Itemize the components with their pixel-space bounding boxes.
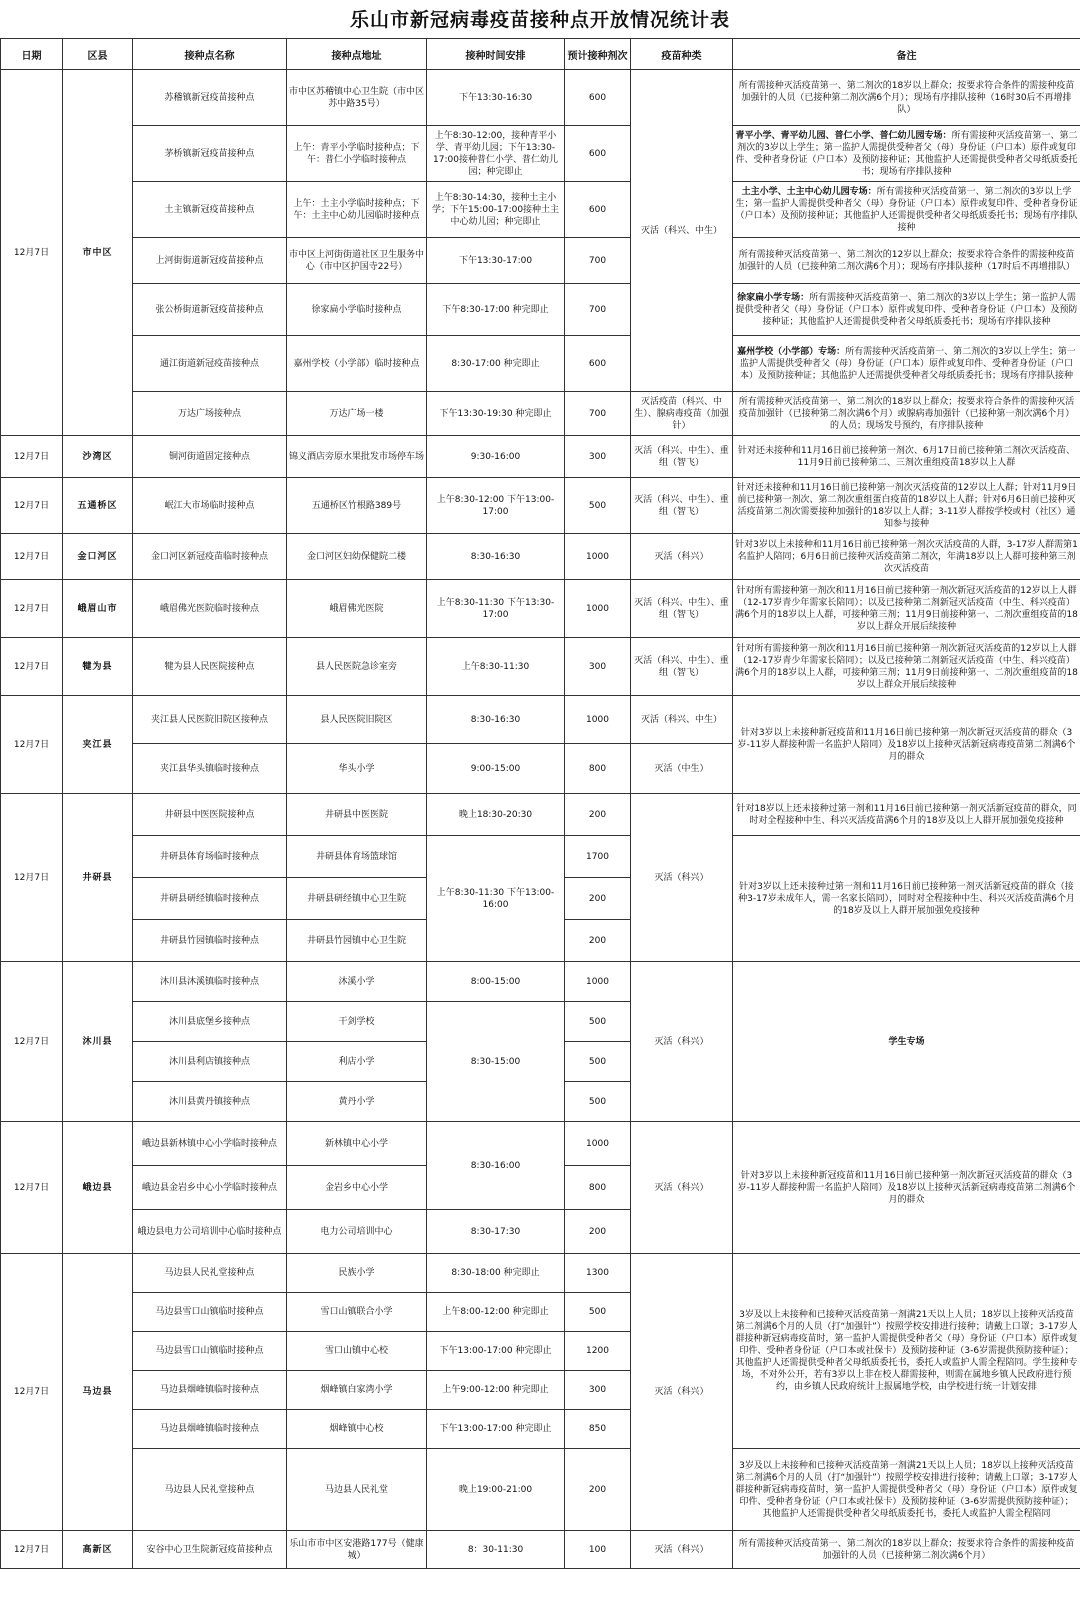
schedule-cell: 上午8:30-11:30 下午13:00-16:00 <box>427 836 565 962</box>
vaccine-type-cell: 灭活（科兴） <box>631 1254 733 1531</box>
site-name-cell: 金口河区新冠疫苗临时接种点 <box>133 534 287 580</box>
table-row <box>1 1254 1080 1293</box>
doses-cell: 600 <box>565 70 631 126</box>
site-name-cell: 马边县雪口山镇临时接种点 <box>133 1293 287 1332</box>
site-address-cell: 华头小学 <box>287 744 427 794</box>
site-address-cell: 烟峰镇白家湾小学 <box>287 1371 427 1410</box>
note-cell: 针对还未接种和11月16日前已接种第一剂次灭活疫苗的12岁以上人群；针对11月9日前已接种第一剂次、第二剂次重组蛋白疫苗的18岁以上人群；针对6月6日前已接种灭活疫苗第二剂次需要接种加强针的18岁以上人群；3-11岁人群按学校或村（社区）通知参与接种 <box>733 478 1080 534</box>
site-address-cell: 烟峰镇中心校 <box>287 1410 427 1449</box>
note-cell: 3岁及以上未接种和已接种灭活疫苗第一剂满21天以上人员；18岁以上接种灭活疫苗第二剂满6个月的人员（打“加强针”）按照学校安排进行接种；请戴上口罩；3-17岁人群接种新冠病毒疫苗时，第一监护人需提供受种者父（母）身份证（户口本）原件或复印件、受种者身份证（户口本或社保卡）及预防接种证（3-6岁需提供预防接种证）；其他监护人还需提供受种者父母纸质委托书，委托人或监护人需全程陪同 <box>733 1449 1080 1531</box>
header-vaccine-type: 疫苗种类 <box>631 39 733 70</box>
site-address-cell: 乐山市市中区安港路177号（健康城） <box>287 1531 427 1569</box>
site-name-cell: 岷江大市场临时接种点 <box>133 478 287 534</box>
vaccination-sites-table <box>0 38 1080 1569</box>
schedule-cell: 8:00-15:00 <box>427 962 565 1002</box>
site-address-cell: 沐溪小学 <box>287 962 427 1002</box>
site-address-cell: 县人民医院旧院区 <box>287 696 427 744</box>
vaccine-type-cell: 灭活（科兴） <box>631 1531 733 1569</box>
site-name-cell: 峨边县新林镇中心小学临时接种点 <box>133 1122 287 1166</box>
schedule-cell: 下午13:30-16:30 <box>427 70 565 126</box>
site-address-cell: 金口河区妇幼保健院二楼 <box>287 534 427 580</box>
site-name-cell: 张公桥街道新冠疫苗接种点 <box>133 284 287 336</box>
header-date: 日期 <box>1 39 63 70</box>
doses-cell: 1200 <box>565 1332 631 1371</box>
doses-cell: 800 <box>565 744 631 794</box>
table-row <box>1 126 1080 182</box>
schedule-cell: 8:30-16:00 <box>427 1122 565 1210</box>
doses-cell: 600 <box>565 126 631 182</box>
date-cell: 12月7日 <box>1 534 63 580</box>
doses-cell: 1000 <box>565 962 631 1002</box>
schedule-cell: 8：30-11:30 <box>427 1531 565 1569</box>
site-name-cell: 安谷中心卫生院新冠疫苗接种点 <box>133 1531 287 1569</box>
doses-cell: 700 <box>565 392 631 436</box>
site-name-cell: 土主镇新冠疫苗接种点 <box>133 182 287 238</box>
site-name-cell: 夹江县华头镇临时接种点 <box>133 744 287 794</box>
note-cell: 所有需接种灭活疫苗第一、第二剂次的18岁以上群众；按要求符合条件的需接种疫苗加强针的人员（已接种第二剂次满6个月） <box>733 1531 1080 1569</box>
note-cell: 针对3岁以上还未接种过第一剂和11月16日前已接种第一剂灭活新冠疫苗的群众（接种3-17岁未成年人，需一名家长陪同），同时对全程接种中生、科兴灭活疫苗满6个月的18岁及以上人群开展加强免疫接种 <box>733 836 1080 962</box>
table-row <box>1 1449 1080 1531</box>
schedule-cell: 9:30-16:00 <box>427 436 565 478</box>
district-cell: 马边县 <box>63 1254 133 1531</box>
site-address-cell: 锦义酒店旁原水果批发市场停车场 <box>287 436 427 478</box>
doses-cell: 200 <box>565 1210 631 1254</box>
site-name-cell: 茅桥镇新冠疫苗接种点 <box>133 126 287 182</box>
schedule-cell: 上午8:30-12:00，接种青平小学、青平幼儿园；下午13:30-17:00接种普仁小学、普仁幼儿园；种完即止 <box>427 126 565 182</box>
site-name-cell: 马边县人民礼堂接种点 <box>133 1254 287 1293</box>
note-cell: 针对还未接种和11月16日前已接种第一剂次、6月17日前已接种第二剂次灭活疫苗、11月9日前已接种第二、三剂次重组疫苗18岁以上人群 <box>733 436 1080 478</box>
site-address-cell: 干剑学校 <box>287 1002 427 1042</box>
vaccine-type-cell: 灭活（科兴、中生） <box>631 696 733 744</box>
district-cell: 峨眉山市 <box>63 580 133 638</box>
doses-cell: 300 <box>565 436 631 478</box>
note-text: 所有需接种灭活疫苗第一、第二剂次的3岁以上学生；第一监护人需提供受种者父（母）身份证（户口本）原件或复印件、受种者身份证（户口本）及预防接种证；其他监护人还需提供受种者父母纸质委托书；现场有序排队接种 <box>735 130 1078 177</box>
note-highlight: 青平小学、青平幼儿园、普仁小学、普仁幼儿园专场： <box>735 130 952 141</box>
schedule-cell: 9:00-15:00 <box>427 744 565 794</box>
table-row <box>1 638 1080 696</box>
schedule-cell: 晚上19:00-21:00 <box>427 1449 565 1531</box>
site-address-cell: 嘉州学校（小学部）临时接种点 <box>287 336 427 392</box>
site-address-cell: 上午：土主小学临时接种点；下午：土主中心幼儿园临时接种点 <box>287 182 427 238</box>
table-row <box>1 794 1080 836</box>
site-address-cell: 县人民医院急诊室旁 <box>287 638 427 696</box>
site-address-cell: 马边县人民礼堂 <box>287 1449 427 1531</box>
site-name-cell: 铜河街道固定接种点 <box>133 436 287 478</box>
doses-cell: 200 <box>565 794 631 836</box>
site-address-cell: 上午：青平小学临时接种点；下午：普仁小学临时接种点 <box>287 126 427 182</box>
vaccine-type-cell: 灭活（科兴） <box>631 794 733 962</box>
site-address-cell: 新林镇中心小学 <box>287 1122 427 1166</box>
doses-cell: 300 <box>565 1371 631 1410</box>
site-address-cell: 井研县研经镇中心卫生院 <box>287 878 427 920</box>
district-cell: 犍为县 <box>63 638 133 696</box>
site-name-cell: 沐川县底堡乡接种点 <box>133 1002 287 1042</box>
doses-cell: 600 <box>565 336 631 392</box>
site-name-cell: 苏稽镇新冠疫苗接种点 <box>133 70 287 126</box>
header-site-name: 接种点名称 <box>133 39 287 70</box>
note-cell: 针对3岁以上未接种新冠疫苗和11月16日前已接种第一剂次新冠灭活疫苗的群众（3岁-11岁人群接种需一名监护人陪同）及18岁以上接种灭活新冠病毒疫苗第二剂满6个月的群众 <box>733 696 1080 794</box>
site-address-cell: 井研县竹园镇中心卫生院 <box>287 920 427 962</box>
doses-cell: 500 <box>565 1002 631 1042</box>
site-address-cell: 雪口山镇中心校 <box>287 1332 427 1371</box>
doses-cell: 1300 <box>565 1254 631 1293</box>
schedule-cell: 8:30-17:30 <box>427 1210 565 1254</box>
schedule-cell: 上午8:30-12:00 下午13:00-17:00 <box>427 478 565 534</box>
site-name-cell: 井研县中医医院接种点 <box>133 794 287 836</box>
doses-cell: 500 <box>565 1042 631 1082</box>
doses-cell: 800 <box>565 1166 631 1210</box>
site-name-cell: 沐川县黄丹镇接种点 <box>133 1082 287 1122</box>
table-row <box>1 696 1080 744</box>
site-name-cell: 井研县体育场临时接种点 <box>133 836 287 878</box>
table-row <box>1 534 1080 580</box>
note-cell: 针对3岁以上未接种和11月16日前已接种第一剂次灭活疫苗的人群，3-17岁人群需第1名监护人陪同；6月6日前已接种灭活疫苗第二剂次，年满18岁以上人群可接种第三剂次灭活疫苗 <box>733 534 1080 580</box>
doses-cell: 1000 <box>565 696 631 744</box>
schedule-cell: 下午13:30-17:00 <box>427 238 565 284</box>
doses-cell: 1700 <box>565 836 631 878</box>
site-address-cell: 民族小学 <box>287 1254 427 1293</box>
site-address-cell: 利店小学 <box>287 1042 427 1082</box>
schedule-cell: 下午13:00-17:00 种完即止 <box>427 1410 565 1449</box>
date-cell: 12月7日 <box>1 962 63 1122</box>
table-row <box>1 238 1080 284</box>
district-cell: 峨边县 <box>63 1122 133 1254</box>
note-cell: 针对所有需接种第一剂次和11月16日前已接种第一剂次新冠灭活疫苗的12岁以上人群（12-17岁青少年需家长陪同）；以及已接种第二剂新冠灭活疫苗（中生、科兴疫苗）满6个月的18岁以上人群，可接种第三剂；11月9日前接种第一、二剂次重组疫苗的18岁以上群众开展后续接种 <box>733 580 1080 638</box>
vaccine-type-cell: 灭活疫苗（科兴、中生）、腺病毒疫苗（加强针） <box>631 392 733 436</box>
table-row <box>1 392 1080 436</box>
date-cell: 12月7日 <box>1 70 63 436</box>
site-address-cell: 井研县体育场篮球馆 <box>287 836 427 878</box>
district-cell: 高新区 <box>63 1531 133 1569</box>
table-row <box>1 836 1080 878</box>
district-cell: 沙湾区 <box>63 436 133 478</box>
site-name-cell: 马边县烟峰镇临时接种点 <box>133 1410 287 1449</box>
doses-cell: 700 <box>565 284 631 336</box>
header-site-address: 接种点地址 <box>287 39 427 70</box>
header-notes: 备注 <box>733 39 1080 70</box>
site-address-cell: 五通桥区竹根路389号 <box>287 478 427 534</box>
note-cell <box>733 336 1080 392</box>
note-cell <box>733 284 1080 336</box>
schedule-cell: 8:30-18:00 种完即止 <box>427 1254 565 1293</box>
district-cell: 金口河区 <box>63 534 133 580</box>
note-highlight: 徐家扁小学专场： <box>737 292 810 303</box>
schedule-cell: 上午8:30-11:30 <box>427 638 565 696</box>
site-name-cell: 马边县烟峰镇临时接种点 <box>133 1371 287 1410</box>
site-address-cell: 电力公司培训中心 <box>287 1210 427 1254</box>
district-cell: 市中区 <box>63 70 133 436</box>
schedule-cell: 下午13:00-17:00 种完即止 <box>427 1332 565 1371</box>
date-cell: 12月7日 <box>1 580 63 638</box>
note-cell: 所有需接种灭活疫苗第一、第二剂次的18岁以上群众；按要求符合条件的需接种疫苗加强针的人员（已接种第二剂次满6个月）；现场有序排队接种（16时30后不再增排队） <box>733 70 1080 126</box>
schedule-cell: 上午8:30-11:30 下午13:30-17:00 <box>427 580 565 638</box>
doses-cell: 100 <box>565 1531 631 1569</box>
vaccine-type-cell: 灭活（中生） <box>631 744 733 794</box>
page-title: 乐山市新冠病毒疫苗接种点开放情况统计表 <box>349 9 730 31</box>
site-name-cell: 夹江县人民医院旧院区接种点 <box>133 696 287 744</box>
doses-cell: 500 <box>565 1293 631 1332</box>
site-name-cell: 马边县雪口山镇临时接种点 <box>133 1332 287 1371</box>
doses-cell: 1000 <box>565 580 631 638</box>
site-name-cell: 上河街街道新冠疫苗接种点 <box>133 238 287 284</box>
district-cell: 五通桥区 <box>63 478 133 534</box>
vaccine-type-cell: 灭活（科兴、中生）、重组（智飞） <box>631 580 733 638</box>
site-name-cell: 峨眉佛光医院临时接种点 <box>133 580 287 638</box>
table-row <box>1 478 1080 534</box>
date-cell: 12月7日 <box>1 794 63 962</box>
schedule-cell: 8:30-16:30 <box>427 534 565 580</box>
doses-cell: 850 <box>565 1410 631 1449</box>
date-cell: 12月7日 <box>1 1254 63 1531</box>
district-cell: 夹江县 <box>63 696 133 794</box>
date-cell: 12月7日 <box>1 696 63 794</box>
site-name-cell: 通江街道新冠疫苗接种点 <box>133 336 287 392</box>
header-schedule: 接种时间安排 <box>427 39 565 70</box>
table-row <box>1 70 1080 126</box>
note-text: 所有需接种灭活疫苗第一、第二剂次的3岁以上学生；第一监护人需提供受种者父（母）身份证（户口本）原件或复印件、受种者身份证（户口本）及预防接种证；其他监护人还需提供受种者父母纸质委托书；现场有序排队接种 <box>735 292 1078 327</box>
vaccine-type-cell: 灭活（科兴） <box>631 534 733 580</box>
table-row <box>1 182 1080 238</box>
doses-cell: 200 <box>565 920 631 962</box>
site-address-cell: 黄丹小学 <box>287 1082 427 1122</box>
note-cell: 所有需接种灭活疫苗第一、第二剂次的18岁以上群众；按要求符合条件的需接种灭活疫苗加强针（已接种第二剂次满6个月）或腺病毒加强针（已接种第一剂次满6个月）的人员；现场发号预约，有序排队接种 <box>733 392 1080 436</box>
note-cell: 所有需接种灭活疫苗第一、第二剂次的12岁以上群众；按要求符合条件的需接种疫苗加强针的人员（已接种第二剂次满6个月）；现场有序排队接种（17时后不再增排队） <box>733 238 1080 284</box>
note-text: 所有需接种灭活疫苗第一、第二剂次的3岁以上学生；第一监护人需提供受种者父（母）身份证（户口本）原件或复印件、受种者身份证（户口本）及预防接种证；其他监护人还需提供受种者父母纸质委托书；现场有序排队接种 <box>739 346 1076 381</box>
schedule-cell: 晚上18:30-20:30 <box>427 794 565 836</box>
date-cell: 12月7日 <box>1 638 63 696</box>
site-address-cell: 峨眉佛光医院 <box>287 580 427 638</box>
site-name-cell: 沐川县利店镇接种点 <box>133 1042 287 1082</box>
site-address-cell: 金岩乡中心小学 <box>287 1166 427 1210</box>
district-cell: 沐川县 <box>63 962 133 1122</box>
table-row <box>1 1531 1080 1569</box>
note-text: 所有需接种灭活疫苗第一、第二剂次的3岁以上学生；第一监护人需提供受种者父（母）身份证（户口本）原件或复印件、受种者身份证（户口本）及预防接种证；其他监护人还需提供受种者父母纸质委托书；现场有序排队接种 <box>735 186 1078 233</box>
site-name-cell: 犍为县人民医院接种点 <box>133 638 287 696</box>
site-address-cell: 井研县中医医院 <box>287 794 427 836</box>
header-doses: 预计接种剂次 <box>565 39 631 70</box>
table-row <box>1 284 1080 336</box>
doses-cell: 700 <box>565 238 631 284</box>
schedule-cell: 上午9:00-12:00 种完即止 <box>427 1371 565 1410</box>
note-cell: 针对3岁以上未接种新冠疫苗和11月16日前已接种第一剂次新冠灭活疫苗的群众（3岁-11岁人群接种需一名监护人陪同）及18岁以上接种灭活新冠病毒疫苗第二剂满6个月的群众 <box>733 1122 1080 1254</box>
site-address-cell: 雪口山镇联合小学 <box>287 1293 427 1332</box>
date-cell: 12月7日 <box>1 1531 63 1569</box>
schedule-cell: 8:30-16:30 <box>427 696 565 744</box>
vaccine-type-cell: 灭活（科兴、中生） <box>631 70 733 392</box>
vaccine-type-cell: 灭活（科兴、中生）、重组（智飞） <box>631 638 733 696</box>
site-name-cell: 峨边县电力公司培训中心临时接种点 <box>133 1210 287 1254</box>
doses-cell: 600 <box>565 182 631 238</box>
doses-cell: 1000 <box>565 534 631 580</box>
vaccine-type-cell: 灭活（科兴） <box>631 962 733 1122</box>
schedule-cell: 8:30-17:00 种完即止 <box>427 336 565 392</box>
schedule-cell: 上午8:00-12:00 种完即止 <box>427 1293 565 1332</box>
schedule-cell: 8:30-15:00 <box>427 1002 565 1122</box>
doses-cell: 200 <box>565 878 631 920</box>
header-district: 区县 <box>63 39 133 70</box>
doses-cell: 300 <box>565 638 631 696</box>
site-address-cell: 市中区上河街街道社区卫生服务中心（市中区护国寺22号） <box>287 238 427 284</box>
header-row <box>1 39 1080 70</box>
doses-cell: 500 <box>565 1082 631 1122</box>
date-cell: 12月7日 <box>1 436 63 478</box>
vaccine-type-cell: 灭活（科兴、中生）、重组（智飞） <box>631 436 733 478</box>
site-address-cell: 徐家扁小学临时接种点 <box>287 284 427 336</box>
schedule-cell: 下午13:30-19:30 种完即止 <box>427 392 565 436</box>
table-row <box>1 436 1080 478</box>
doses-cell: 200 <box>565 1449 631 1531</box>
table-row <box>1 962 1080 1002</box>
site-name-cell: 沐川县沐溪镇临时接种点 <box>133 962 287 1002</box>
note-cell <box>733 126 1080 182</box>
doses-cell: 500 <box>565 478 631 534</box>
vaccine-type-cell: 灭活（科兴） <box>631 1122 733 1254</box>
site-name-cell: 万达广场接种点 <box>133 392 287 436</box>
table-row <box>1 1122 1080 1166</box>
site-name-cell: 井研县研经镇临时接种点 <box>133 878 287 920</box>
note-highlight: 土主小学、土主中心幼儿园专场： <box>741 186 877 197</box>
note-cell: 针对18岁以上还未接种过第一剂和11月16日前已接种第一剂灭活新冠疫苗的群众，同时对全程接种中生、科兴灭活疫苗满6个月的18岁及以上人群开展加强免疫接种 <box>733 794 1080 836</box>
site-name-cell: 峨边县金岩乡中心小学临时接种点 <box>133 1166 287 1210</box>
note-cell: 学生专场 <box>733 962 1080 1122</box>
schedule-cell: 上午8:30-14:30，接种土主小学；下午15:00-17:00接种土主中心幼儿园；种完即止 <box>427 182 565 238</box>
doses-cell: 1000 <box>565 1122 631 1166</box>
note-cell: 针对所有需接种第一剂次和11月16日前已接种第一剂次新冠灭活疫苗的12岁以上人群（12-17岁青少年需家长陪同）；以及已接种第二剂新冠灭活疫苗（中生、科兴疫苗）满6个月的18岁以上人群，可接种第三剂；11月9日前接种第一、二剂次重组疫苗的18岁以上群众开展后续接种 <box>733 638 1080 696</box>
vaccine-type-cell: 灭活（科兴、中生）、重组（智飞） <box>631 478 733 534</box>
site-name-cell: 井研县竹园镇临时接种点 <box>133 920 287 962</box>
date-cell: 12月7日 <box>1 1122 63 1254</box>
schedule-cell: 下午8:30-17:00 种完即止 <box>427 284 565 336</box>
site-name-cell: 马边县人民礼堂接种点 <box>133 1449 287 1531</box>
note-highlight: 嘉州学校（小学部）专场： <box>737 346 846 357</box>
table-row <box>1 580 1080 638</box>
note-cell: 3岁及以上未接种和已接种灭活疫苗第一剂满21天以上人员；18岁以上接种灭活疫苗第二剂满6个月的人员（打“加强针”）按照学校安排进行接种；请戴上口罩；3-17岁人群接种新冠病毒疫苗时，第一监护人需提供受种者父（母）身份证（户口本）原件或复印件、受种者身份证（户口本或社保卡）及预防接种证（3-6岁需提供预防接种证）；其他监护人还需提供受种者父母纸质委托书，委托人或监护人需全程陪同。学生接种专场，不对外公开，若有3岁以上非在校人群需接种，则需在属地乡镇人民政府进行预约，由乡镇人民政府统计上报属地学校，由学校进行统一计划安排 <box>733 1254 1080 1449</box>
date-cell: 12月7日 <box>1 478 63 534</box>
site-address-cell: 万达广场一楼 <box>287 392 427 436</box>
site-address-cell: 市中区苏稽镇中心卫生院（市中区苏中路35号） <box>287 70 427 126</box>
table-row <box>1 336 1080 392</box>
note-cell <box>733 182 1080 238</box>
district-cell: 井研县 <box>63 794 133 962</box>
